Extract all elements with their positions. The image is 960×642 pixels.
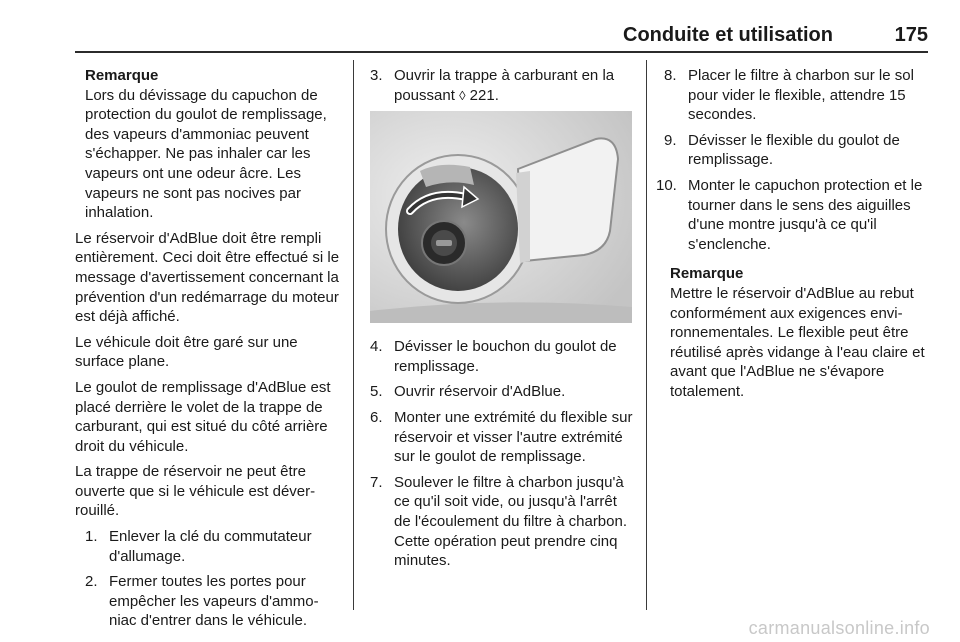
header-rule: [75, 51, 928, 53]
column-1: [75, 66, 341, 637]
column-divider: [353, 60, 354, 610]
page-header: [75, 24, 928, 50]
note-disposal: [670, 264, 930, 401]
step-text: Monter le capuchon protection et le tourner dans le sens des aiguilles d'une montre jusqu'à ce qu'il s'enclenche.: [688, 176, 923, 253]
step-text: Dévisser le flexible du goulot de remplissage.: [688, 131, 900, 169]
step-list: [75, 527, 341, 631]
watermark: carmanualsonline.info: [748, 618, 930, 638]
step-number: 6.: [370, 408, 383, 426]
step-number: 1.: [85, 528, 98, 546]
step-item: [370, 382, 634, 402]
step-item: [656, 176, 930, 254]
step-text: Ouvrir la trappe à carburant en la poussant: [394, 67, 615, 104]
section-title: Conduite et utilisation: [623, 24, 833, 46]
step-item: [664, 66, 930, 125]
page-ref-link[interactable]: 221.: [469, 86, 499, 104]
step-item: [85, 572, 341, 631]
step-number: 9.: [664, 131, 677, 149]
fuel-flap-illustration: [370, 111, 632, 323]
step-text: Dévisser le bouchon du goulot de remplissage.: [394, 338, 617, 375]
step-item: [370, 337, 634, 376]
column-divider: [646, 60, 647, 610]
column-2: [370, 66, 634, 577]
note-title: Remarque: [670, 265, 744, 283]
step-item: [370, 408, 634, 467]
step-number: 4.: [370, 338, 383, 356]
step-list: [370, 66, 634, 105]
column-3: [656, 66, 930, 408]
step-item: [370, 66, 634, 105]
step-number: 8.: [664, 67, 677, 84]
step-item: [370, 473, 634, 571]
fuel-flap-photo: [370, 111, 632, 323]
step-number: 3.: [370, 67, 383, 84]
step-text: Monter une extrémité du flexible sur réservoir et visser l'autre extrémité sur le goulot de remplissage.: [394, 408, 633, 466]
paragraph: Le réservoir d'AdBlue doit être rempli entièrement. Ceci doit être effectué si le message d'avertissement concernant la prévention d'un redémarrage du moteur est déjà affiché.: [75, 229, 340, 326]
step-number: 5.: [370, 383, 383, 401]
step-list: [370, 337, 634, 571]
step-list: [656, 66, 930, 254]
note-ammonia: [85, 66, 341, 223]
step-number: 2.: [85, 573, 98, 591]
step-number: 7.: [370, 473, 383, 491]
step-text: Enlever la clé du commutateur d'allumage.: [109, 528, 312, 565]
step-text: Placer le filtre à charbon sur le sol pour vider le flexible, attendre 15 secondes.: [688, 67, 914, 124]
paragraph: Le goulot de remplissage d'AdBlue est placé derrière le volet de la trappe de carburant, qui est situé du côté arrière droit du véhicule.: [75, 378, 331, 455]
note-text: Lors du dévissage du capuchon de protection du goulot de remplissage, des vapeurs d'ammoniac peuvent s'échapper. Ne pas inhaler car les vapeurs ont une odeur âcre. Les vapeurs ne sont pas nocives par inhalation.: [85, 86, 327, 222]
step-text: Fermer toutes les portes pour empêcher les vapeurs d'ammoniac d'entrer dans le véhicule.: [109, 573, 319, 630]
step-number: 10.: [656, 176, 677, 194]
step-item: [664, 131, 930, 170]
note-title: Remarque: [85, 67, 159, 84]
step-text: Ouvrir réservoir d'AdBlue.: [394, 383, 566, 401]
note-text: Mettre le réservoir d'AdBlue au rebut conformément aux exigences environnementales. Le flexible peut être réutilisé après vidange à l'eau claire et avant que l'AdBlue ne s'évapore totalement.: [670, 284, 925, 400]
step-text: Soulever le filtre à charbon jusqu'à ce qu'il soit vide, ou jusqu'à l'arrêt de l'écoulement du filtre à charbon. Cette opération peut prendre cinq minutes.: [394, 473, 628, 570]
step-item: [85, 527, 341, 566]
paragraph: Le véhicule doit être garé sur une surface plane.: [75, 333, 298, 371]
page-ref-arrow-icon: ◊: [459, 87, 466, 103]
page-number: 175: [894, 24, 928, 46]
paragraph: La trappe de réservoir ne peut être ouverte que si le véhicule est déverrouillé.: [75, 463, 316, 520]
